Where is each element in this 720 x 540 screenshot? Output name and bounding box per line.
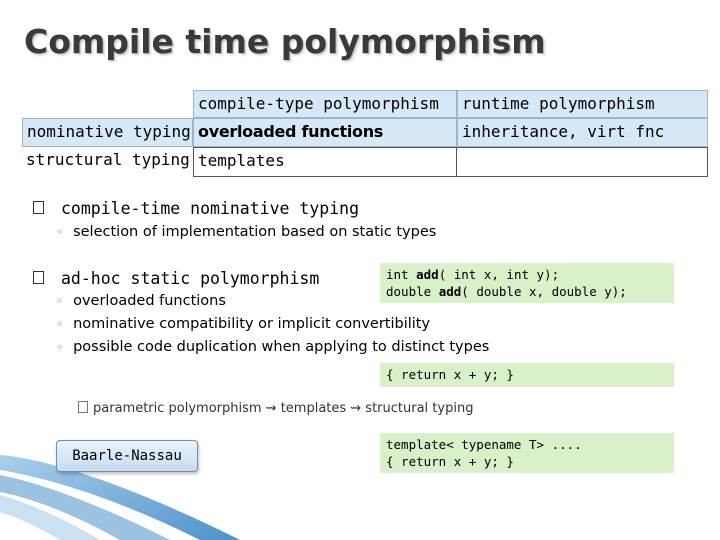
parametric-text: parametric polymorphism ⇝ templates ⇝ structural typing (93, 401, 474, 416)
sub-bullet-text: selection of implementation based on static types (73, 224, 437, 240)
sub-bullet (56, 224, 436, 240)
sub-bullet-text: overloaded functions (73, 293, 226, 309)
code-block-signatures (380, 263, 674, 303)
sub-bullet-text: nominative compatibility or implicit convertibility (73, 316, 431, 332)
bullet-text: ad-hoc static polymorphism (61, 269, 320, 288)
sub-bullet-text: possible code duplication when applying to distinct types (73, 339, 490, 355)
ring-bullet-icon: ◦ (56, 317, 64, 331)
code-fn-name: add (438, 284, 462, 299)
row-label-nominative: nominative typing (22, 118, 193, 147)
sub-bullet (56, 293, 226, 309)
code-text: template< typename T> .... (386, 437, 582, 452)
bullet-adhoc (33, 269, 319, 288)
checkbox-bullet-icon (33, 201, 44, 214)
checkbox-bullet-icon (33, 271, 44, 284)
cell-empty (456, 147, 708, 177)
code-block-template (380, 433, 674, 473)
code-text: ( double x, double y); (461, 284, 627, 299)
slide-title: Compile time polymorphism (24, 22, 546, 61)
sub-bullet (56, 339, 489, 355)
ring-bullet-icon: ◦ (56, 340, 64, 354)
code-text: int (386, 267, 417, 282)
code-block-body: { return x + y; } (380, 363, 674, 387)
bullet-text: compile-time nominative typing (61, 199, 360, 218)
col-header-runtime: runtime polymorphism (457, 90, 708, 118)
ring-bullet-icon: ◦ (56, 294, 64, 308)
bullet-nominative (33, 199, 359, 218)
code-text: ( int x, int y); (438, 267, 560, 282)
col-header-compile: compile-type polymorphism (193, 90, 457, 118)
row-label-structural: structural typing (22, 147, 193, 177)
cell-inheritance: inheritance, virt fnc (457, 118, 708, 147)
cell-templates: templates (193, 147, 457, 177)
sub-bullet (56, 316, 430, 332)
code-text: double (386, 284, 439, 299)
code-text: { return x + y; } (386, 454, 514, 469)
code-fn-name: add (416, 267, 439, 282)
cell-overloaded-functions: overloaded functions (193, 118, 457, 147)
ring-bullet-icon: ◦ (56, 225, 64, 239)
baarle-nassau-button[interactable]: Baarle-Nassau (56, 440, 198, 472)
